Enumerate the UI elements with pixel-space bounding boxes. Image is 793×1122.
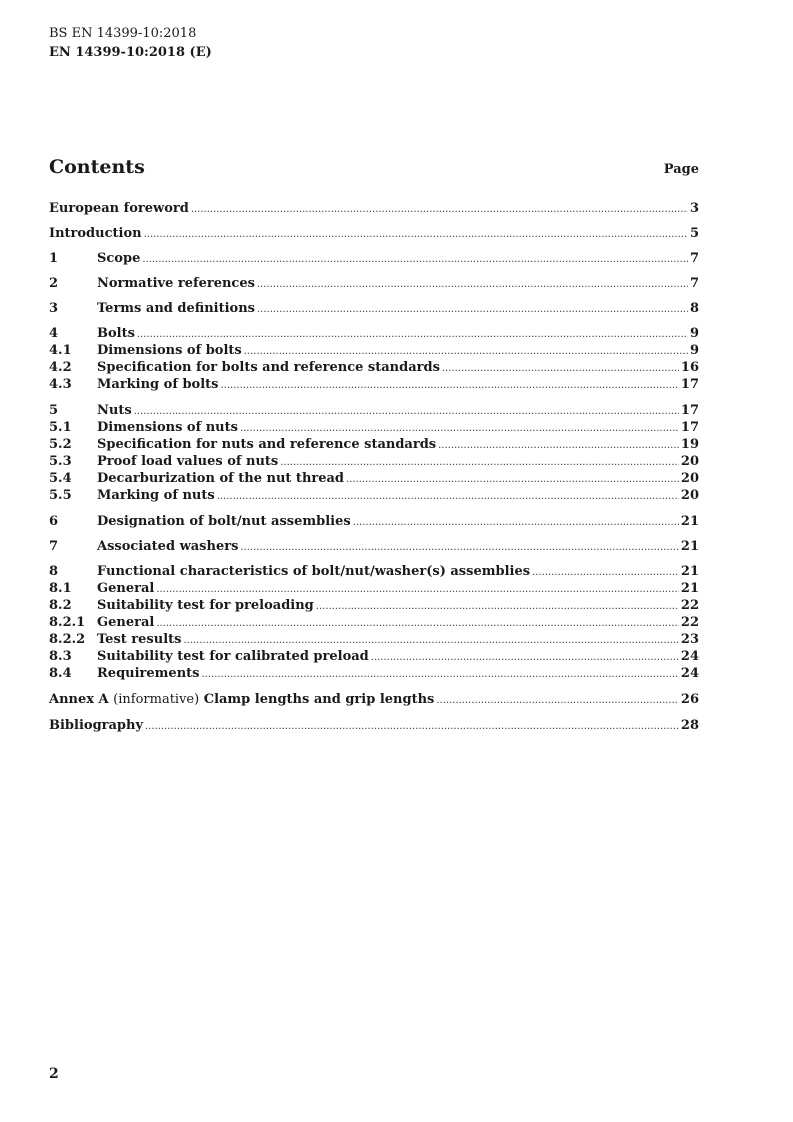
toc-number: 5.2 xyxy=(49,437,72,452)
toc-title: Test results xyxy=(97,632,182,647)
toc-number: 4.2 xyxy=(49,360,72,375)
toc-number: 7 xyxy=(49,539,59,554)
toc-entry-general[interactable] xyxy=(49,580,699,598)
toc-entry-bolt-specification[interactable] xyxy=(49,359,699,377)
footer-page-number: 2 xyxy=(49,1066,59,1082)
toc-entry-bibliography[interactable] xyxy=(49,717,699,735)
dot-leader xyxy=(353,514,679,532)
toc-entry-normative-references[interactable] xyxy=(49,275,699,293)
toc-entry-proof-load[interactable] xyxy=(49,453,699,471)
toc-title: Dimensions of nuts xyxy=(97,420,238,435)
toc-number: 1 xyxy=(49,251,59,266)
dot-leader xyxy=(436,692,679,710)
page-column-label: Page xyxy=(663,162,699,177)
toc-page: 20 xyxy=(680,471,699,486)
toc-page: 23 xyxy=(680,632,699,647)
toc-entry-functional-characteristics[interactable] xyxy=(49,563,699,581)
toc-number: 2 xyxy=(49,276,59,291)
toc-number: 5 xyxy=(49,403,59,418)
toc-title: Decarburization of the nut thread xyxy=(97,471,345,486)
toc-number: 5.3 xyxy=(49,454,72,469)
header-standard-id-en: EN 14399-10:2018 (E) xyxy=(49,45,212,60)
contents-title: Contents xyxy=(49,156,145,178)
toc-title: Suitability test for calibrated preload xyxy=(97,649,369,664)
toc-entry-bolts[interactable] xyxy=(49,325,699,343)
annex-label: Annex A xyxy=(49,692,109,707)
dot-leader xyxy=(240,539,679,557)
toc-title: Bolts xyxy=(97,326,135,341)
toc-entry-annex-a[interactable] xyxy=(49,691,699,709)
toc-page: 21 xyxy=(680,581,699,596)
toc-number: 6 xyxy=(49,514,59,529)
toc-title: Bibliography xyxy=(49,718,144,733)
dot-leader xyxy=(191,201,688,219)
toc-title: Marking of nuts xyxy=(97,488,215,503)
toc-entry-dimensions-of-bolts[interactable] xyxy=(49,342,699,360)
toc-page: 7 xyxy=(689,251,699,266)
toc-title: Associated washers xyxy=(97,539,239,554)
toc-number: 8.2.1 xyxy=(49,615,86,630)
toc-number: 5.5 xyxy=(49,488,72,503)
toc-title: General xyxy=(97,615,155,630)
toc-entry-scope[interactable] xyxy=(49,250,699,268)
toc-entry-dimensions-of-nuts[interactable] xyxy=(49,419,699,437)
toc-title: Terms and definitions xyxy=(97,301,255,316)
toc-page: 26 xyxy=(680,692,699,707)
toc-entry-nut-specification[interactable] xyxy=(49,436,699,454)
dot-leader xyxy=(257,301,688,319)
toc-entry-designation[interactable] xyxy=(49,513,699,531)
toc-page: 22 xyxy=(680,598,699,613)
annex-note: (informative) xyxy=(113,692,200,707)
annex-title: Clamp lengths and grip lengths xyxy=(203,692,435,707)
toc-title: Normative references xyxy=(97,276,255,291)
toc-title: Designation of bolt/nut assemblies xyxy=(97,514,351,529)
toc-entry-suitability-preloading[interactable] xyxy=(49,597,699,615)
toc-entry-calibrated-preload[interactable] xyxy=(49,648,699,666)
toc-page: 22 xyxy=(680,615,699,630)
toc-page: 28 xyxy=(680,718,699,733)
toc-number: 5.1 xyxy=(49,420,72,435)
toc-page: 20 xyxy=(680,454,699,469)
toc-title: Proof load values of nuts xyxy=(97,454,279,469)
toc-title: Specification for bolts and reference standards xyxy=(97,360,440,375)
toc-title: Marking of bolts xyxy=(97,377,219,392)
header-standard-id: BS EN 14399-10:2018 xyxy=(49,26,197,41)
toc-page: 19 xyxy=(680,437,699,452)
toc-page: 21 xyxy=(680,539,699,554)
toc-entry-nuts[interactable] xyxy=(49,402,699,420)
toc-number: 8.2 xyxy=(49,598,72,613)
toc-entry-terms-definitions[interactable] xyxy=(49,300,699,318)
toc-page: 20 xyxy=(680,488,699,503)
toc-page: 24 xyxy=(680,666,699,681)
toc-entry-general-sub[interactable] xyxy=(49,614,699,632)
toc-number: 5.4 xyxy=(49,471,72,486)
dot-leader xyxy=(257,276,688,294)
toc-page: 9 xyxy=(689,343,699,358)
toc-number: 8 xyxy=(49,564,59,579)
toc-entry-decarburization[interactable] xyxy=(49,470,699,488)
toc-page: 24 xyxy=(680,649,699,664)
toc-title: Dimensions of bolts xyxy=(97,343,242,358)
toc-number: 3 xyxy=(49,301,59,316)
toc-page: 8 xyxy=(689,301,699,316)
dot-leader xyxy=(217,488,679,506)
dot-leader xyxy=(142,251,688,269)
toc-entry-introduction[interactable] xyxy=(49,225,699,243)
dot-leader xyxy=(201,666,678,684)
toc-page: 17 xyxy=(680,377,699,392)
dot-leader xyxy=(145,718,679,736)
toc-title: European foreword xyxy=(49,201,189,216)
toc-page: 9 xyxy=(689,326,699,341)
toc-number: 8.3 xyxy=(49,649,72,664)
toc-page: 3 xyxy=(689,201,699,216)
toc-title: General xyxy=(97,581,155,596)
dot-leader xyxy=(221,377,679,395)
toc-title: Nuts xyxy=(97,403,132,418)
toc-entry-test-results[interactable] xyxy=(49,631,699,649)
toc-title: Functional characteristics of bolt/nut/washer(s) assemblies xyxy=(97,564,531,579)
toc-title: Scope xyxy=(97,251,141,266)
toc-number: 4.1 xyxy=(49,343,72,358)
toc-title: Requirements xyxy=(97,666,200,681)
toc-number: 8.1 xyxy=(49,581,72,596)
toc-title: Suitability test for preloading xyxy=(97,598,314,613)
toc-entry-requirements[interactable] xyxy=(49,665,699,683)
toc-number: 4.3 xyxy=(49,377,72,392)
toc-title xyxy=(49,691,434,709)
toc-page: 21 xyxy=(680,564,699,579)
toc-number: 8.4 xyxy=(49,666,72,681)
toc-page: 17 xyxy=(680,420,699,435)
toc-page: 17 xyxy=(680,403,699,418)
toc-page: 7 xyxy=(689,276,699,291)
toc-page: 5 xyxy=(689,226,699,241)
toc-page: 16 xyxy=(680,360,699,375)
dot-leader xyxy=(144,226,688,244)
toc-entry-european-foreword[interactable] xyxy=(49,200,699,218)
toc-page: 21 xyxy=(680,514,699,529)
toc-entry-marking-of-nuts[interactable] xyxy=(49,487,699,505)
toc-number: 4 xyxy=(49,326,59,341)
toc-number: 8.2.2 xyxy=(49,632,86,647)
toc-entry-marking-of-bolts[interactable] xyxy=(49,376,699,394)
toc-title: Specification for nuts and reference standards xyxy=(97,437,437,452)
toc-entry-associated-washers[interactable] xyxy=(49,538,699,556)
toc-title: Introduction xyxy=(49,226,142,241)
